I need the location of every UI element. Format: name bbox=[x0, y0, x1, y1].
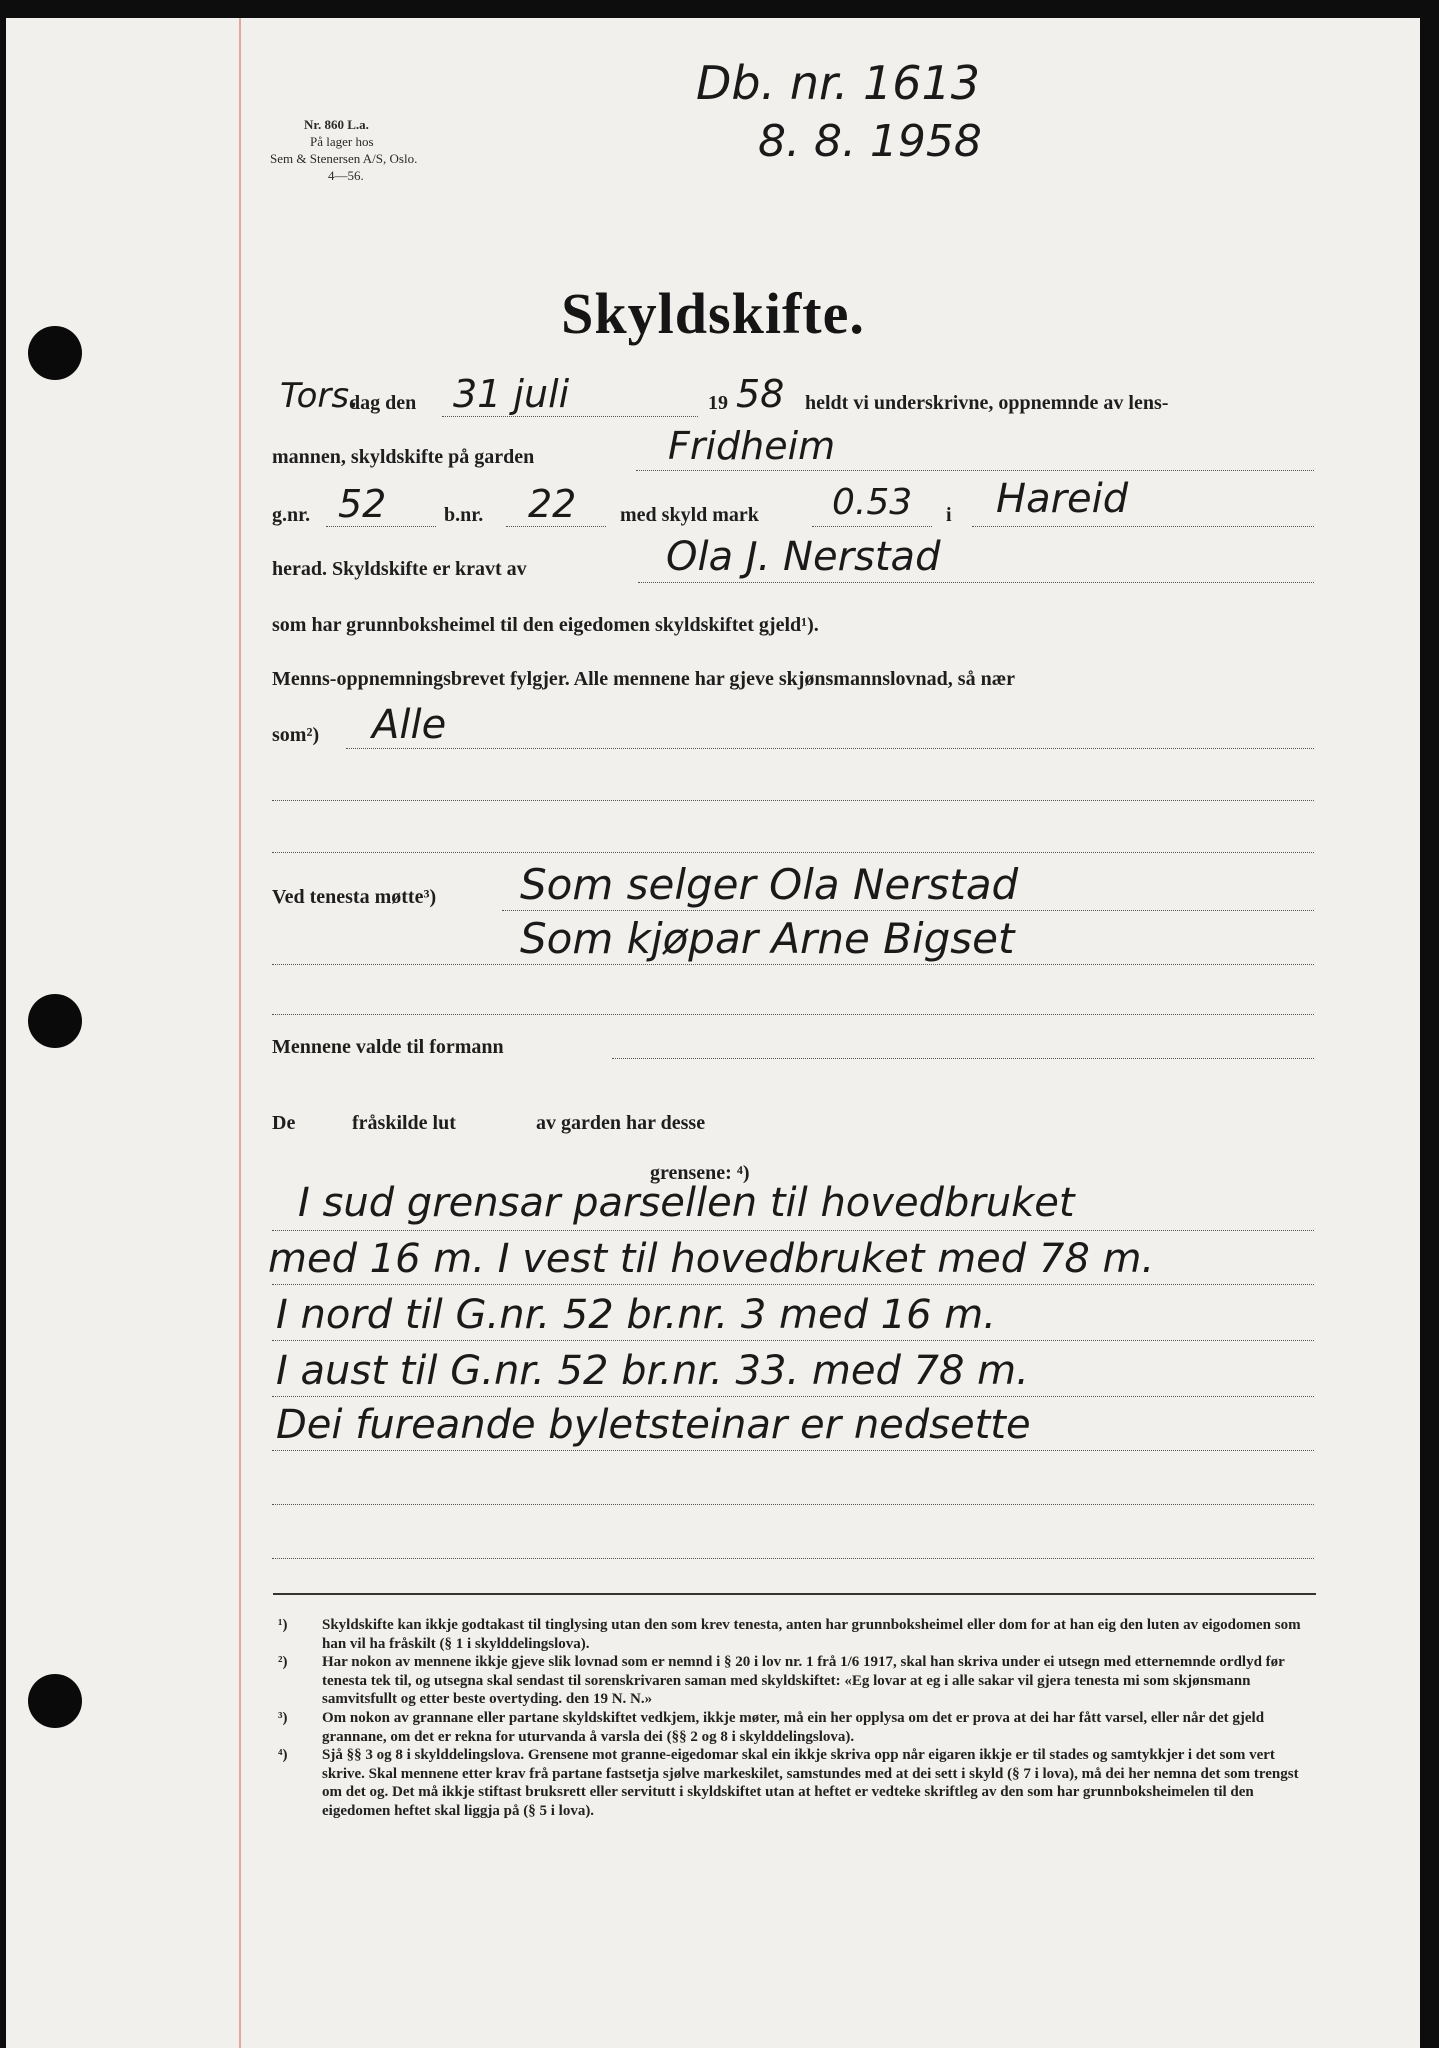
boundary-line: Dei fureande byletsteinar er nedsette bbox=[276, 1402, 1031, 1448]
dotted-line bbox=[636, 470, 1314, 471]
dotted-line bbox=[272, 800, 1314, 801]
attendee-seller-handwritten: Som selger Ola Nerstad bbox=[520, 860, 1019, 909]
stock-line: På lager hos bbox=[310, 134, 374, 149]
publisher-firm: Sem & Stenersen A/S, Oslo. bbox=[270, 151, 418, 166]
footnote-text: Sjå §§ 3 og 8 i skylddelingslova. Grensene mot granne-eigedomar skal ein ikkje skriva opp når eigaren ikkje er til stades og samtykkjer i det som vert skrive. Skal mennene etter krav frå partane fastsetja sjølve markeskilet, samstundes med at dei sett i skyld (§ 7 i lova), må dei her nemna det som trengst om det og. Det må ikkje stiftast bruksrett eller servitutt i skyldskiftet utan at heftet er vedteke skriftleg av den som har grunnboksheimelen til den eigedomen heftet skal liggja på (§ 5 i lova). bbox=[322, 1747, 1299, 1819]
dotted-line bbox=[972, 526, 1314, 527]
label-fraskilde-lut: fråskilde lut bbox=[352, 1112, 456, 1134]
dotted-line bbox=[272, 964, 1314, 965]
label-heldt: heldt vi underskrivne, oppnemnde av lens- bbox=[805, 392, 1169, 414]
publisher-imprint bbox=[270, 116, 417, 184]
annotation-date: 8. 8. 1958 bbox=[758, 116, 982, 167]
punch-hole bbox=[28, 994, 82, 1048]
dotted-line bbox=[272, 1396, 1314, 1397]
label-av-garden: av garden har desse bbox=[536, 1112, 706, 1134]
label-formann: Mennene valde til formann bbox=[272, 1036, 504, 1058]
bnr-handwritten: 22 bbox=[528, 482, 577, 526]
label-century: 19 bbox=[708, 392, 728, 414]
punch-hole bbox=[28, 1674, 82, 1728]
label-grensene: grensene: ⁴) bbox=[650, 1162, 750, 1184]
dotted-line bbox=[638, 582, 1314, 583]
dotted-line bbox=[272, 1230, 1314, 1231]
footnote-text: Skyldskifte kan ikkje godtakast til tinglysing utan den som krev tenesta, anten har grunnboksheimel eller dom for at han eig den luten av eigodomen som han vil ha fråskilt (§ 1 i skylddelingslova). bbox=[322, 1617, 1301, 1652]
label-som: som²) bbox=[272, 724, 320, 746]
footnote-text: Har nokon av mennene ikkje gjeve slik lovnad som er nemnd i § 20 i lov nr. 1 frå 1/6 1917, skal han skriva under ei utsegn med etternemnde ordlyd før tenesta tek til, og utsegna skal sendast til sorenskrivaren saman med skyldskiftet: «Eg lovar at eg i alle sakar vil gjera tenesta mi som skjønsmann samvitsfullt og etter beste overtyding. den 19 N. N.» bbox=[322, 1654, 1285, 1708]
dotted-line bbox=[272, 1504, 1314, 1505]
year-handwritten: 58 bbox=[736, 372, 785, 416]
skyld-handwritten: 0.53 bbox=[832, 482, 913, 523]
municipality-handwritten: Hareid bbox=[996, 476, 1129, 522]
dotted-line bbox=[502, 910, 1314, 911]
farm-name-handwritten: Fridheim bbox=[668, 424, 836, 468]
label-garden: mannen, skyldskifte på garden bbox=[272, 446, 535, 468]
label-gnr: g.nr. bbox=[272, 504, 311, 526]
form-number: Nr. 860 L.a. bbox=[304, 117, 369, 132]
boundary-line: med 16 m. I vest til hovedbruket med 78 m. bbox=[268, 1236, 1155, 1282]
dotted-line bbox=[272, 1450, 1314, 1451]
label-menns-oppnemning: Menns-oppnemningsbrevet fylgjer. Alle mennene har gjeve skjønsmannslovnad, så nær bbox=[272, 668, 1016, 690]
footnote-number: ³) bbox=[278, 1709, 288, 1726]
footnote-number: ¹) bbox=[278, 1617, 288, 1633]
label-dag-den: dag den bbox=[349, 392, 417, 414]
who-handwritten: Alle bbox=[372, 702, 447, 748]
dotted-line bbox=[272, 1014, 1314, 1015]
dotted-line bbox=[272, 852, 1314, 853]
label-ved-tenesta: Ved tenesta møtte³) bbox=[272, 886, 437, 908]
attendee-buyer-handwritten: Som kjøpar Arne Bigset bbox=[520, 914, 1015, 963]
label-bnr: b.nr. bbox=[444, 504, 484, 526]
dotted-line bbox=[812, 526, 932, 527]
dotted-line bbox=[326, 526, 436, 527]
label-skyld: med skyld mark bbox=[620, 504, 759, 526]
dotted-line bbox=[272, 1558, 1314, 1559]
dotted-line bbox=[442, 416, 698, 417]
footnote-item bbox=[278, 1653, 1318, 1709]
boundary-line: I nord til G.nr. 52 br.nr. 3 med 16 m. bbox=[276, 1292, 996, 1338]
dotted-line bbox=[272, 1340, 1314, 1341]
date-handwritten: 31 juli bbox=[453, 372, 570, 416]
footnote-item bbox=[278, 1709, 1318, 1746]
label-kravt-av: herad. Skyldskifte er kravt av bbox=[272, 558, 527, 580]
weekday-handwritten: Tors. bbox=[280, 376, 360, 416]
label-de: De bbox=[272, 1112, 296, 1134]
footnote-number: ⁴) bbox=[278, 1747, 288, 1764]
label-i: i bbox=[946, 504, 952, 526]
publisher-edition: 4—56. bbox=[328, 168, 364, 183]
gnr-handwritten: 52 bbox=[338, 482, 387, 526]
label-grunnboksheimel: som har grunnboksheimel til den eigedomen skyldskiftet gjeld¹). bbox=[272, 614, 819, 636]
footnote-item bbox=[278, 1746, 1318, 1820]
document-title: Skyldskifte. bbox=[561, 281, 865, 346]
requester-handwritten: Ola J. Nerstad bbox=[666, 534, 941, 580]
footnote-text: Om nokon av grannane eller partane skyldskiftet vedkjem, ikkje møter, må ein her opplysa om det er prova at dei har fått varsel, eller når det gjeld grannane, om det er rekna for uturvanda å varsla dei (§§ 2 og 8 i skylddelingslova). bbox=[322, 1709, 1265, 1745]
document-page bbox=[6, 18, 1420, 2048]
footnote-number: ²) bbox=[278, 1654, 288, 1671]
boundary-line: I aust til G.nr. 52 br.nr. 33. med 78 m. bbox=[276, 1348, 1029, 1394]
boundary-line: I sud grensar parsellen til hovedbruket bbox=[298, 1180, 1075, 1226]
annotation-doc-number: Db. nr. 1613 bbox=[696, 56, 981, 110]
dotted-line bbox=[346, 748, 1314, 749]
dotted-line bbox=[612, 1058, 1314, 1059]
footnotes bbox=[278, 1616, 1318, 1821]
dotted-line bbox=[506, 526, 606, 527]
dotted-line bbox=[272, 1284, 1314, 1285]
footnote-divider bbox=[273, 1593, 1316, 1595]
footnote-item bbox=[278, 1616, 1318, 1653]
